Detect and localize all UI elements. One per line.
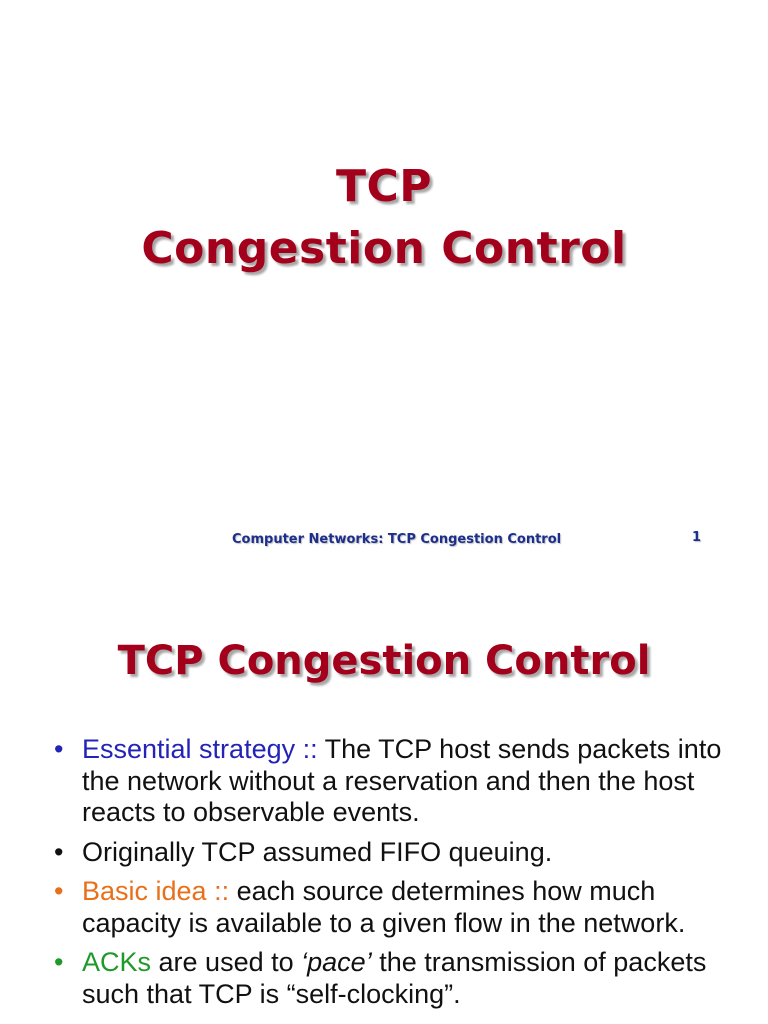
bullet-text: Originally TCP assumed FIFO queuing.	[82, 836, 553, 867]
bullet-list	[50, 734, 740, 1018]
bullet-marker: •	[54, 876, 64, 906]
bullet-item	[50, 734, 740, 829]
bullet-marker: •	[54, 836, 64, 867]
slide-2	[0, 576, 768, 1024]
bullet-item	[50, 947, 740, 1010]
bullet-lead: Basic idea ::	[82, 876, 230, 906]
slide-title-line-2: Congestion Control	[141, 223, 627, 274]
bullet-marker: •	[54, 947, 64, 977]
slide-footer: Computer Networks: TCP Congestion Control	[232, 532, 562, 547]
page-number: 1	[692, 530, 702, 545]
bullet-text: each source determines how much capacity is available to a given flow in the network.	[82, 876, 686, 938]
bullet-lead: Essential strategy ::	[82, 734, 318, 764]
bullet-item	[50, 876, 740, 939]
bullet-item	[50, 837, 740, 869]
bullet-marker: •	[54, 734, 64, 764]
slide-title: TCP Congestion Control	[117, 638, 651, 684]
bullet-emphasis: ‘pace’	[301, 947, 372, 977]
bullet-lead: ACKs	[82, 947, 152, 977]
slide-title-line-1: TCP	[335, 161, 433, 212]
bullet-text: The TCP host sends packets into the network without a reservation and then the host reacts to observable events.	[82, 734, 722, 827]
bullet-text: the transmission of packets such that TCP is “self-clocking”.	[82, 947, 707, 1009]
bullet-text: are used to	[151, 947, 302, 977]
